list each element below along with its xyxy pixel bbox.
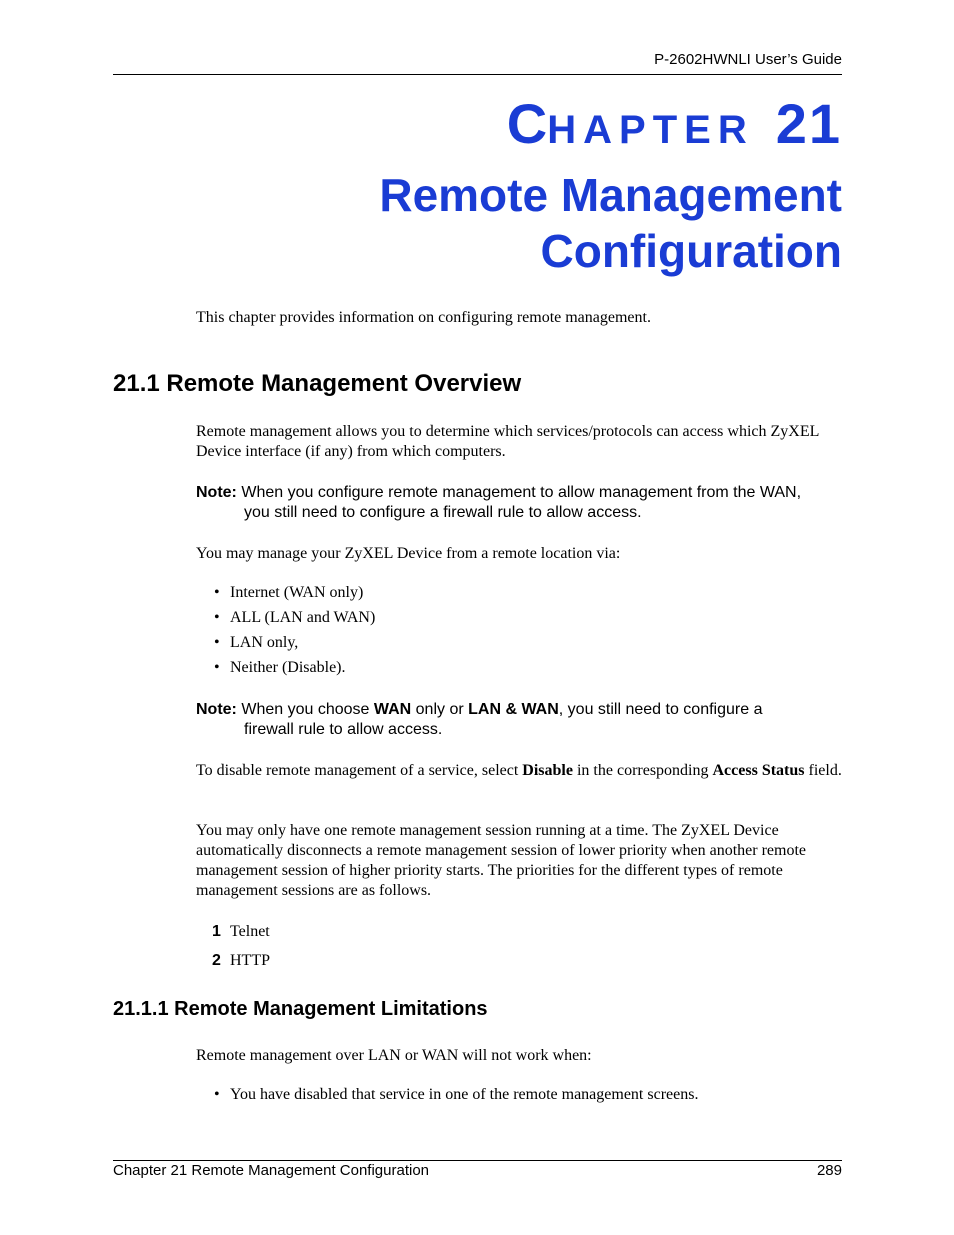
list-item: • You have disabled that service in one of the remote management screens. [214,1086,699,1103]
list-item: • ALL (LAN and WAN) [214,609,376,626]
note-label: Note: [196,484,237,501]
chapter-rest-letters: HAPTER [547,108,754,152]
bullet-symbol: • [214,1086,220,1103]
chapter-title-line1: Remote Management [379,169,842,221]
list-item: • LAN only, [214,634,299,651]
page-number: 289 [816,1162,842,1179]
list-item: 1 Telnet [212,923,270,940]
intro-paragraph: This chapter provides information on configuring remote management. [196,309,651,326]
overview-paragraph-3: To disable remote management of a service, select Disable in the corresponding Access Status field. [196,762,842,779]
list-item: • Internet (WAN only) [214,584,364,601]
overview-paragraph-2: You may manage your ZyXEL Device from a remote location via: [196,545,621,562]
chapter-number: 21 [775,92,842,155]
note-text-line1: When you configure remote management to allow management from the WAN, [241,484,802,501]
list-item: • Neither (Disable). [214,659,346,676]
note-text-line2: you still need to configure a firewall rule to allow access. [244,504,642,521]
footer-rule [113,1160,842,1161]
running-header: P-2602HWNLI User’s Guide [654,51,842,68]
overview-paragraph-1: Remote management allows you to determine which services/protocols can access which ZyXEL Device interface (if any) from which computers. [196,423,819,460]
footer-chapter-title: Chapter 21 Remote Management Configuration [113,1162,430,1179]
overview-paragraph-4: You may only have one remote management session running at a time. The ZyXEL Device automatically disconnects a remote management session of lower priority when another remote management session of higher priority starts. The priorities for the different types of remote management sessions are as follows. [196,822,807,899]
note-firewall-lan-wan: Note: When you choose WAN only or LAN & WAN, you still need to configure a firewall rule to allow access. [196,700,846,740]
bullet-symbol: • [214,634,220,651]
chapter-first-letter: C [506,92,548,155]
bullet-symbol: • [214,609,220,626]
header-rule [113,74,842,75]
note-firewall-wan [196,483,846,523]
note-text-line2: firewall rule to allow access. [244,721,443,738]
chapter-label [506,92,842,155]
bullet-symbol: • [214,659,220,676]
section-heading-limitations: 21.1.1 Remote Management Limitations [113,998,488,1020]
limitations-paragraph: Remote management over LAN or WAN will not work when: [196,1047,592,1064]
chapter-title-line2: Configuration [540,225,842,277]
section-heading-overview: 21.1 Remote Management Overview [113,370,522,397]
bullet-symbol: • [214,584,220,601]
note-label: Note: [196,701,237,718]
list-item: 2 HTTP [212,952,270,969]
